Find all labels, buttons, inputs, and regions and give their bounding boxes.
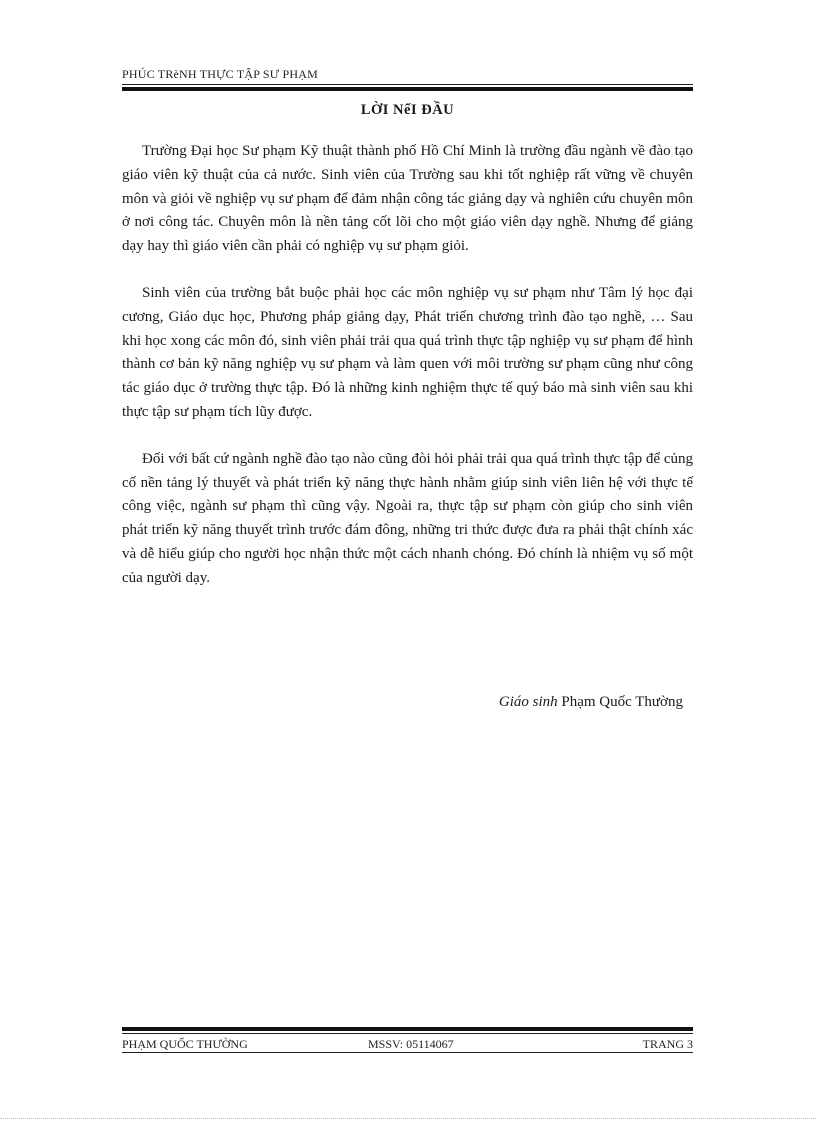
footer-underline xyxy=(122,1052,693,1053)
page-break-line xyxy=(0,1118,816,1119)
header-rule xyxy=(122,84,693,85)
footer-author: PHẠM QUỐC THƯỜNG xyxy=(122,1037,248,1051)
signature xyxy=(499,694,683,711)
footer-rule xyxy=(122,1033,693,1034)
document-body xyxy=(122,140,693,614)
page-title: LỜI NểI ĐẦU xyxy=(360,102,455,118)
signature-role: Giáo sinh xyxy=(498,694,558,710)
paragraph: Đối với bất cứ ngành nghề đào tạo nào cũng đòi hỏi phải trải qua quá trình thực tập để củng cố nền tảng lý thuyết và phát triển kỹ năng thực hành nhằm giúp sinh viên liên hệ với thực tế công việc, ngành sư phạm thì cũng vậy. Ngoài ra, thực tập sư phạm còn giúp cho sinh viên phát triển kỹ năng thuyết trình trước đám đông, những tri thức được đưa ra phải thật chính xác và dễ hiểu giúp cho người học nhận thức một cách nhanh chóng. Đó chính là nhiệm vụ số một của người dạy. xyxy=(122,450,693,586)
footer-student-id: MSSV: 05114067 xyxy=(368,1037,454,1051)
signature-name: Phạm Quốc Thường xyxy=(561,694,683,710)
paragraph: Sinh viên của trường bắt buộc phải học các môn nghiệp vụ sư phạm như Tâm lý học đại cương, Giáo dục học, Phương pháp giảng dạy, Phát triển chương trình đào tạo nghề, … Sau khi học xong các môn đó, sinh viên phải trải qua quá trình thực tập nghiệp vụ sư phạm để hình thành cơ bản kỹ năng nghiệp vụ sư phạm và làm quen với môi trường sư phạm cũng như công tác giáo dục ở trường thực tập. Đó là những kinh nghiệm thực tế quý báo mà sinh viên sau khi thực tập sư phạm tích lũy được. xyxy=(122,284,693,420)
running-header: PHÚC TRèNH THỰC TẬP SƯ PHẠM xyxy=(122,67,318,81)
paragraph: Trường Đại học Sư phạm Kỹ thuật thành phố Hồ Chí Minh là trường đầu ngành về đào tạo giáo viên kỹ thuật của cả nước. Sinh viên của Trường sau khi tốt nghiệp rất vững về chuyên môn và giỏi về nghiệp vụ sư phạm để đảm nhận công tác giảng dạy và nghiên cứu chuyên môn ở nơi công tác. Chuyên môn là nền tảng cốt lõi cho một giáo viên dạy nghề. Nhưng để giảng dạy hay thì giáo viên cần phải có nghiệp vụ sư phạm giỏi. xyxy=(122,143,693,255)
footer-page-number: TRANG 3 xyxy=(642,1037,693,1051)
header-rule-thick xyxy=(122,87,693,91)
footer-rule-thick xyxy=(122,1027,693,1031)
